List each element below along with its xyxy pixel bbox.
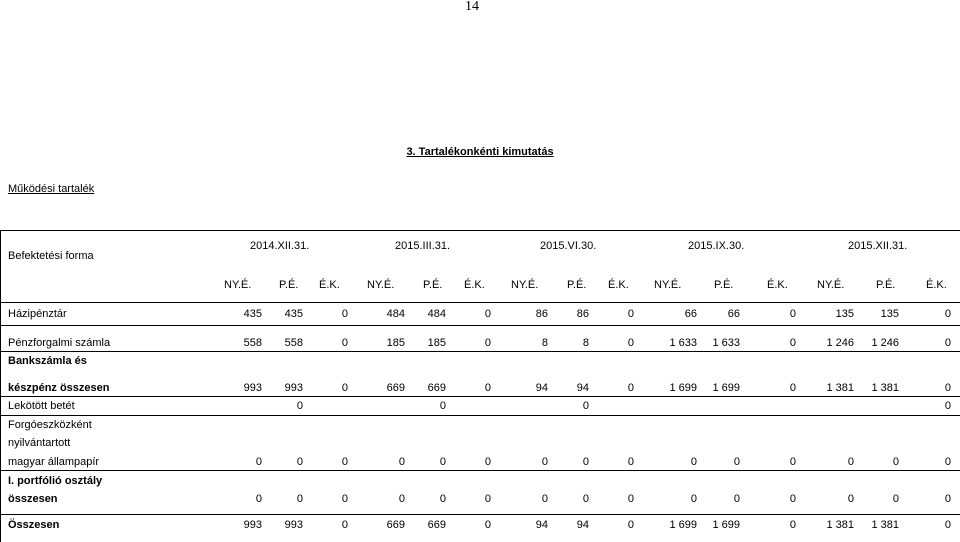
sub-header: P.É.	[279, 279, 299, 291]
table-cell: 0	[484, 493, 491, 505]
row-label: Összesen	[8, 519, 60, 531]
table-border-top	[0, 230, 960, 231]
table-cell: 435	[284, 308, 303, 320]
sub-header: É.K.	[926, 279, 947, 291]
table-cell: 0	[439, 456, 446, 468]
sub-header: P.É.	[423, 279, 443, 291]
table-cell: 558	[284, 337, 303, 349]
sub-header: NY.É.	[817, 279, 845, 291]
table-cell: 0	[627, 308, 634, 320]
table-cell: 0	[944, 308, 951, 320]
sub-header: É.K.	[767, 279, 788, 291]
table-cell: 993	[243, 382, 262, 394]
table-cell: 1 381	[826, 382, 854, 394]
date-header: 2015.XII.31.	[848, 240, 908, 252]
table-cell: 0	[398, 493, 405, 505]
table-cell: 1 246	[826, 337, 854, 349]
table-cell: 0	[582, 493, 589, 505]
table-cell: 0	[296, 400, 303, 412]
page-number: 14	[465, 0, 479, 14]
table-cell: 0	[944, 456, 951, 468]
table-cell: 0	[944, 337, 951, 349]
sub-header: É.K.	[319, 279, 340, 291]
table-cell: 0	[733, 456, 740, 468]
table-cell: 0	[439, 493, 446, 505]
table-cell: 1 633	[712, 337, 740, 349]
table-cell: 1 381	[871, 519, 899, 531]
table-cell: 0	[341, 382, 348, 394]
row-label: készpénz összesen	[8, 382, 110, 394]
row-label: Pénzforgalmi számla	[8, 337, 111, 349]
table-cell: 1 699	[712, 519, 740, 531]
table-cell: 0	[627, 519, 634, 531]
sub-header: NY.É.	[511, 279, 539, 291]
table-cell: 0	[789, 337, 796, 349]
table-cell: 185	[427, 337, 446, 349]
table-cell: 0	[541, 493, 548, 505]
table-cell: 0	[439, 400, 446, 412]
table-cell: 0	[892, 493, 899, 505]
table-cell: 66	[727, 308, 740, 320]
table-cell: 0	[341, 456, 348, 468]
table-cell: 86	[535, 308, 548, 320]
table-cell: 66	[684, 308, 697, 320]
row-label: magyar állampapír	[8, 456, 100, 468]
table-cell: 0	[341, 308, 348, 320]
table-cell: 0	[341, 493, 348, 505]
table-cell: 993	[243, 519, 262, 531]
table-cell: 1 699	[712, 382, 740, 394]
table-cell: 993	[284, 519, 303, 531]
table-cell: 669	[427, 519, 446, 531]
table-cell: 669	[427, 382, 446, 394]
table-cell: 0	[944, 400, 951, 412]
table-cell: 0	[582, 456, 589, 468]
table-cell: 0	[789, 308, 796, 320]
table-cell: 94	[576, 519, 589, 531]
table-cell: 0	[296, 493, 303, 505]
table-cell: 8	[582, 337, 589, 349]
table-cell: 0	[341, 337, 348, 349]
table-cell: 484	[427, 308, 446, 320]
sub-header: P.É.	[567, 279, 587, 291]
table-cell: 1 381	[871, 382, 899, 394]
table-cell: 185	[386, 337, 405, 349]
sub-header: É.K.	[464, 279, 485, 291]
table-cell: 0	[789, 493, 796, 505]
table-cell: 0	[892, 456, 899, 468]
table-cell: 484	[386, 308, 405, 320]
table-cell: 0	[484, 382, 491, 394]
row-divider	[0, 325, 960, 326]
table-cell: 135	[835, 308, 854, 320]
table-cell: 0	[733, 493, 740, 505]
table-border-left	[0, 230, 1, 542]
table-cell: 0	[484, 308, 491, 320]
row-label: összesen	[8, 493, 58, 505]
table-cell: 94	[535, 519, 548, 531]
row-label: Házipénztár	[8, 308, 67, 320]
row-label: I. portfólió osztály	[8, 475, 103, 487]
table-cell: 94	[535, 382, 548, 394]
sub-header: É.K.	[608, 279, 629, 291]
table-cell: 1 699	[669, 519, 697, 531]
row-label: Forgóeszközként	[8, 419, 92, 431]
table-cell: 0	[944, 493, 951, 505]
table-cell: 0	[847, 456, 854, 468]
table-cell: 1 633	[669, 337, 697, 349]
table-cell: 0	[847, 493, 854, 505]
table-cell: 0	[789, 519, 796, 531]
sub-header: NY.É.	[654, 279, 682, 291]
table-cell: 0	[627, 493, 634, 505]
table-cell: 94	[576, 382, 589, 394]
table-cell: 0	[255, 493, 262, 505]
sub-header: NY.É.	[224, 279, 252, 291]
row-label: Lekötött betét	[8, 400, 75, 412]
table-cell: 86	[576, 308, 589, 320]
table-cell: 1 381	[826, 519, 854, 531]
sub-header: NY.É.	[367, 279, 395, 291]
table-cell: 1 699	[669, 382, 697, 394]
row-divider	[0, 415, 960, 416]
table-cell: 0	[296, 456, 303, 468]
table-cell: 8	[541, 337, 548, 349]
table-cell: 0	[627, 337, 634, 349]
sub-header: P.É.	[876, 279, 896, 291]
row-divider	[0, 351, 960, 352]
table-cell: 0	[944, 519, 951, 531]
table-cell: 0	[484, 519, 491, 531]
date-header: 2014.XII.31.	[250, 240, 310, 252]
table-cell: 0	[627, 456, 634, 468]
date-header: 2015.VI.30.	[540, 240, 597, 252]
table-cell: 558	[243, 337, 262, 349]
table-cell: 669	[386, 519, 405, 531]
date-header: 2015.IX.30.	[688, 240, 745, 252]
table-cell: 0	[541, 456, 548, 468]
row-label: Bankszámla és	[8, 355, 87, 367]
table-cell: 0	[398, 456, 405, 468]
table-cell: 0	[789, 456, 796, 468]
table-cell: 0	[341, 519, 348, 531]
date-header: 2015.III.31.	[395, 240, 451, 252]
table-cell: 135	[880, 308, 899, 320]
row-label: nyilvántartott	[8, 437, 71, 449]
table-cell: 0	[484, 456, 491, 468]
table-cell: 0	[484, 337, 491, 349]
section-subtitle: Működési tartalék	[8, 183, 95, 195]
table-cell: 435	[243, 308, 262, 320]
row-divider	[0, 514, 960, 515]
table-header-divider	[0, 302, 960, 303]
sub-header: P.É.	[714, 279, 734, 291]
table-cell: 0	[789, 382, 796, 394]
page-title: 3. Tartalékonkénti kimutatás	[406, 146, 554, 158]
table-cell: 0	[582, 400, 589, 412]
table-cell: 0	[944, 382, 951, 394]
row-divider	[0, 396, 960, 397]
row-divider	[0, 470, 960, 471]
table-cell: 669	[386, 382, 405, 394]
table-cell: 0	[255, 456, 262, 468]
table-cell: 0	[627, 382, 634, 394]
table-cell: 0	[690, 456, 697, 468]
table-cell: 0	[690, 493, 697, 505]
table-cell: 1 246	[871, 337, 899, 349]
table-cell: 993	[284, 382, 303, 394]
corner-label: Befektetési forma	[8, 250, 94, 262]
